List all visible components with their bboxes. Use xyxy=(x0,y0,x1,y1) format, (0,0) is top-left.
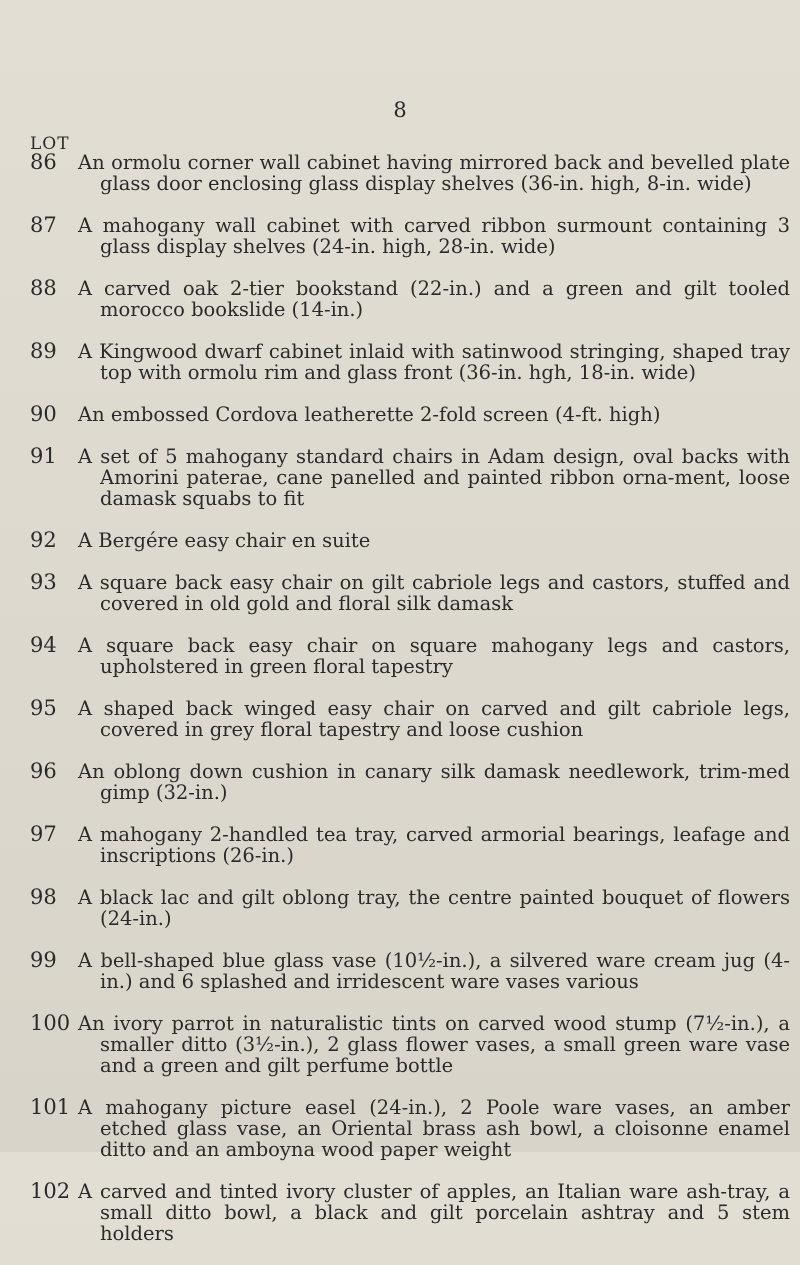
lot-column-header: LOT xyxy=(30,134,70,154)
lot-number: 93 xyxy=(30,570,57,594)
lot-description: A mahogany picture easel (24-in.), 2 Poole ware vases, an amber etched glass vase, an Oriental brass ash bowl, a cloisonne enamel ditto and an amboyna wood paper weight xyxy=(78,1096,790,1161)
lot-item xyxy=(30,761,790,803)
lot-number: 101 xyxy=(30,1095,71,1119)
lot-item xyxy=(30,1097,790,1160)
lot-description: A Kingwood dwarf cabinet inlaid with satinwood stringing, shaped tray top with ormolu rim and glass front (36-in. hgh, 18-in. wide) xyxy=(78,340,790,384)
lot-description: An oblong down cushion in canary silk damask needlework, trim-med gimp (32-in.) xyxy=(78,760,790,804)
lot-number: 97 xyxy=(30,822,57,846)
lot-description: A carved and tinted ivory cluster of apples, an Italian ware ash-tray, a small ditto bowl, a black and gilt porcelain ashtray and 5 stem holders xyxy=(78,1180,790,1245)
lot-number: 98 xyxy=(30,885,57,909)
lot-number: 95 xyxy=(30,696,57,720)
lot-description: A square back easy chair on gilt cabriole legs and castors, stuffed and covered in old gold and floral silk damask xyxy=(78,571,790,615)
lot-item xyxy=(30,824,790,866)
lot-description: An embossed Cordova leatherette 2-fold screen (4-ft. high) xyxy=(78,403,661,426)
page-number: 8 xyxy=(393,98,407,122)
lot-number: 91 xyxy=(30,444,57,468)
lot-number: 86 xyxy=(30,150,57,174)
lot-item xyxy=(30,215,790,257)
lot-description: A carved oak 2-tier bookstand (22-in.) and a green and gilt tooled morocco bookslide (14-in.) xyxy=(78,277,790,321)
lot-number: 89 xyxy=(30,339,57,363)
lot-item xyxy=(30,530,790,551)
lot-description: A shaped back winged easy chair on carved and gilt cabriole legs, covered in grey floral tapestry and loose cushion xyxy=(78,697,790,741)
lot-number: 87 xyxy=(30,213,57,237)
lot-item xyxy=(30,278,790,320)
lot-number: 88 xyxy=(30,276,57,300)
lot-description: An ivory parrot in naturalistic tints on carved wood stump (7½-in.), a smaller ditto (3½-in.), 2 glass flower vases, a small green ware vase and a green and gilt perfume bottle xyxy=(78,1012,790,1077)
lot-description: A bell-shaped blue glass vase (10½-in.), a silvered ware cream jug (4-in.) and 6 splashed and irridescent ware vases various xyxy=(78,949,790,993)
lot-description: A set of 5 mahogany standard chairs in Adam design, oval backs with Amorini paterae, cane panelled and painted ribbon orna-ment, loose damask squabs to fit xyxy=(78,445,790,510)
lot-item xyxy=(30,887,790,929)
lot-number: 92 xyxy=(30,528,57,552)
lot-item xyxy=(30,950,790,992)
lot-item xyxy=(30,698,790,740)
lot-number: 90 xyxy=(30,402,57,426)
lot-description: A black lac and gilt oblong tray, the centre painted bouquet of flowers (24-in.) xyxy=(78,886,790,930)
lot-item xyxy=(30,341,790,383)
lot-list xyxy=(30,152,790,1265)
lot-description: A mahogany wall cabinet with carved ribbon surmount containing 3 glass display shelves (24-in. high, 28-in. wide) xyxy=(78,214,790,258)
lot-description: A Bergére easy chair en suite xyxy=(78,529,371,552)
lot-number: 96 xyxy=(30,759,57,783)
lot-item xyxy=(30,572,790,614)
lot-description: An ormolu corner wall cabinet having mirrored back and bevelled plate glass door enclosing glass display shelves (36-in. high, 8-in. wide) xyxy=(78,151,790,195)
lot-number: 102 xyxy=(30,1179,71,1203)
lot-item xyxy=(30,1013,790,1076)
lot-number: 100 xyxy=(30,1011,71,1035)
lot-number: 94 xyxy=(30,633,57,657)
lot-description: A square back easy chair on square mahogany legs and castors, upholstered in green floral tapestry xyxy=(78,634,790,678)
lot-description: A mahogany 2-handled tea tray, carved armorial bearings, leafage and inscriptions (26-in.) xyxy=(78,823,790,867)
lot-item xyxy=(30,152,790,194)
lot-number: 99 xyxy=(30,948,57,972)
lot-item xyxy=(30,1181,790,1244)
lot-item xyxy=(30,635,790,677)
lot-item xyxy=(30,404,790,425)
lot-item xyxy=(30,446,790,509)
